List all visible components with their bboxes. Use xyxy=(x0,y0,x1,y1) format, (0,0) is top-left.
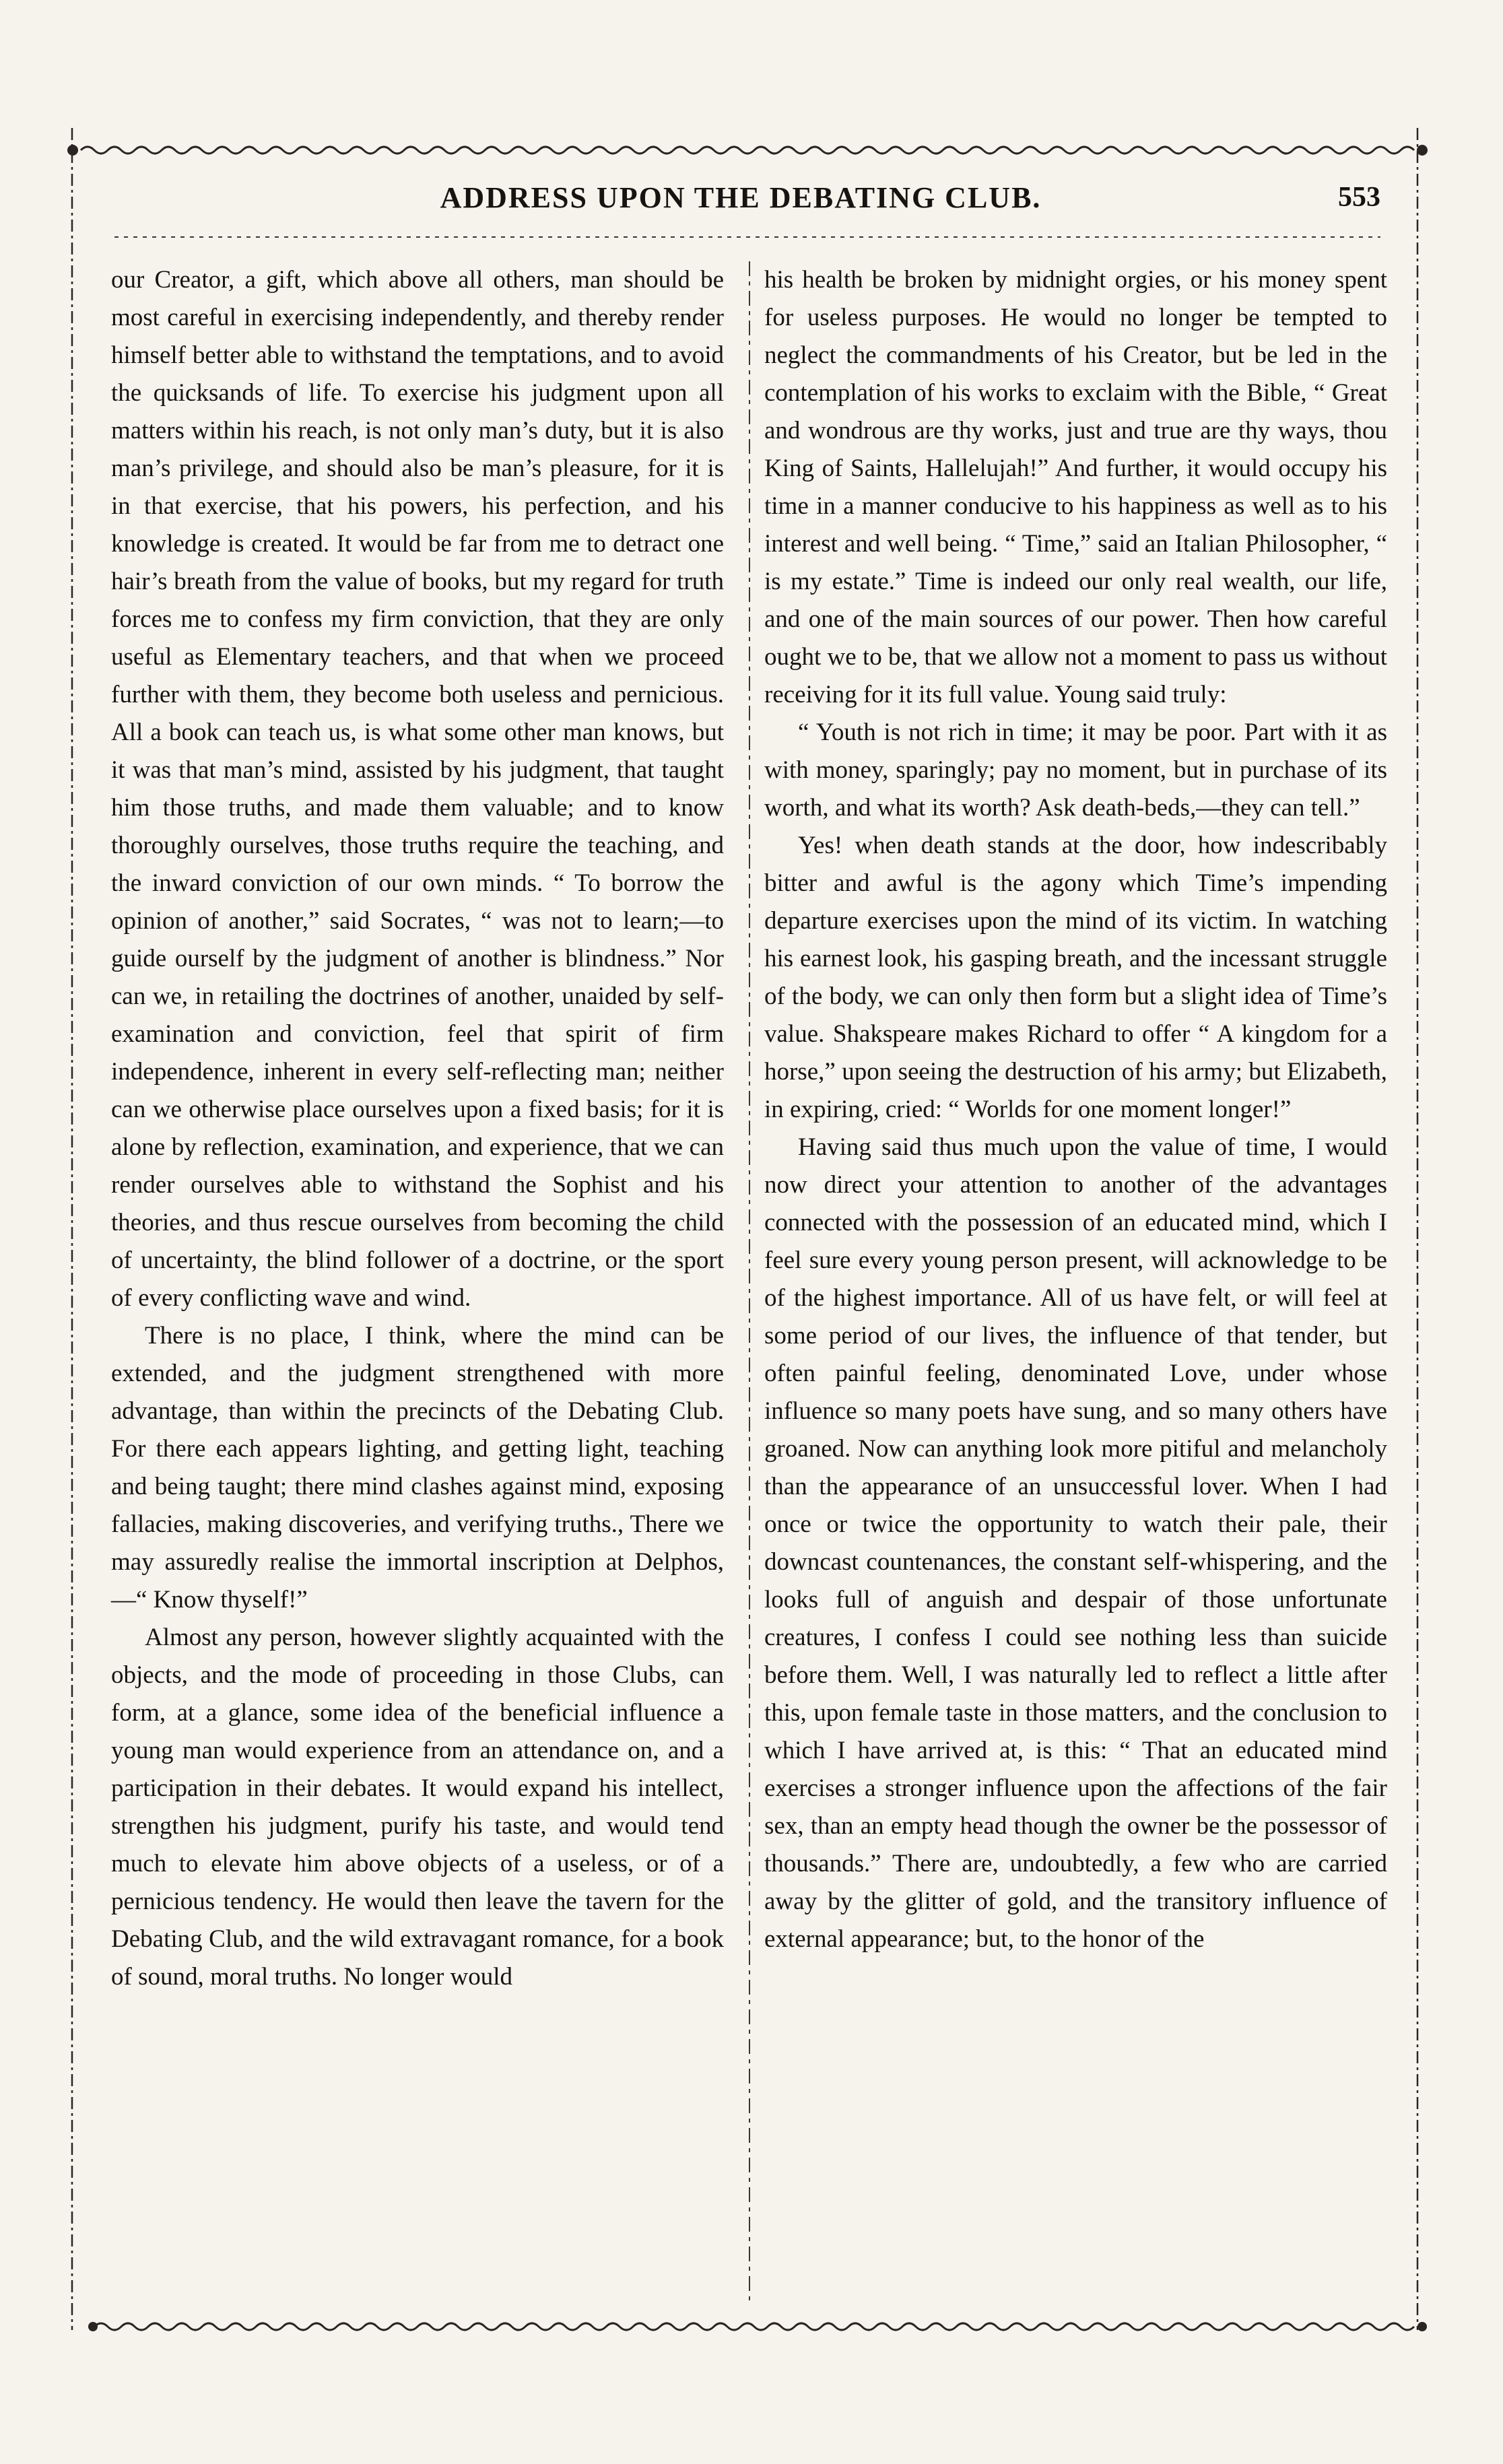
column-divider xyxy=(747,261,752,2302)
paragraph: our Creator, a gift, which above all others, man should be most careful in exercising independently, and thereby render himself better able to withstand the temptations, and to avoid the quicksands of life. To exercise his judgment upon all matters within his reach, is not only man’s duty, but it is also man’s privilege, and should also be man’s pleasure, for it is in that exercise, that his powers, his perfection, and his knowledge is created. It would be far from me to detract one hair’s breath from the value of books, but my regard for truth forces me to confess my firm conviction, that they are only useful as Elementary teachers, and that when we proceed further with them, they become both useless and pernicious. All a book can teach us, is what some other man knows, but it was that man’s mind, assisted by his judgment, that taught him those truths, and made them valuable; and to know thoroughly ourselves, those truths require the teaching, and the inward conviction of our own minds. “ To borrow the opinion of another,” said Socrates, “ was not to learn;—to guide ourself by the judgment of another is blindness.” Nor can we, in retailing the doctrines of another, unaided by self-examination and conviction, feel that spirit of firm independence, inherent in every self-reflecting man; neither can we otherwise place ourselves upon a fixed basis; for it is alone by reflection, examination, and experience, that we can render ourselves able to withstand the Sophist and his theories, and thus rescue ourselves from becoming the child of uncertainty, the blind follower of a doctrine, or the sport of every conflicting wave and wind. xyxy=(111,266,724,1312)
page-number: 553 xyxy=(1338,182,1380,213)
top-ornamental-rule xyxy=(0,138,1503,161)
bottom-ornamental-rule xyxy=(88,2317,1428,2337)
paragraph: Almost any person, however slightly acquainted with the objects, and the mode of proceeding in those Clubs, can form, at a glance, some idea of the beneficial influence a young man would experience from an attendance on, and a participation in their debates. It would expand his intellect, strengthen his judgment, purify his taste, and would tend much to elevate him above objects of a useless, or of a pernicious tendency. He would then leave the tavern for the Debating Club, and the wild extravagant romance, for a book of sound, moral truths. No longer would xyxy=(111,1624,724,1991)
left-ornamental-border xyxy=(67,128,77,2330)
right-column xyxy=(764,261,1387,2302)
quotation: “ Youth is not rich in time; it may be poor. Part with it as with money, sparingly; pay no moment, but in purchase of its worth, and what its worth? Ask death-beds,—they can tell.” xyxy=(764,719,1387,822)
paragraph: his health be broken by midnight orgies, or his money spent for useless purposes. He would no longer be tempted to neglect the commandments of his Creator, but be led in the contemplation of his works to exclaim with the Bible, “ Great and wondrous are thy works, just and true are thy ways, thou King of Saints, Hallelujah!” And further, it would occupy his time in a manner conducive to his happiness as well as to his interest and well being. “ Time,” said an Italian Philosopher, “ is my estate.” Time is indeed our only real wealth, our life, and one of the main sources of our power. Then how careful ought we to be, that we allow not a moment to pass us without receiving for it its full value. Young said truly: xyxy=(764,266,1387,708)
paragraph: There is no place, I think, where the mind can be extended, and the judgment strengthened with more advantage, than within the precincts of the Debating Club. For there each appears lighting, and getting light, teaching and being taught; there mind clashes against mind, exposing fallacies, making discoveries, and verifying truths., There we may assuredly realise the immortal inscription at Delphos,—“ Know thyself!” xyxy=(111,1322,724,1613)
paragraph: Having said thus much upon the value of time, I would now direct your attention to another of the advantages connected with the possession of an educated mind, which I feel sure every young person present, will acknowledge to be of the highest importance. All of us have felt, or will feel at some period of our lives, the influence of that tender, but often painful feeling, denominated Love, under whose influence so many poets have sung, and so many others have groaned. Now can anything look more pitiful and melancholy than the appearance of an unsuccessful lover. When I had once or twice the opportunity to watch their pale, their downcast countenances, the constant self-whispering, and the looks full of anguish and despair of those unfortunate creatures, I confess I could see nothing less than suicide before them. Well, I was naturally led to reflect a little after this, upon female taste in those matters, and the conclusion to which I have arrived at, is this: “ That an educated mind exercises a stronger influence upon the affections of the fair sex, than an empty head though the owner be the possessor of thousands.” There are, undoubtedly, a few who are carried away by the glitter of gold, and the transitory influence of external appearance; but, to the honor of the xyxy=(764,1133,1387,1953)
left-column xyxy=(111,261,724,2302)
right-ornamental-border xyxy=(1413,128,1422,2330)
running-header xyxy=(101,174,1380,221)
running-title: ADDRESS UPON THE DEBATING CLUB. xyxy=(440,180,1042,214)
paragraph: Yes! when death stands at the door, how indescribably bitter and awful is the agony which Time’s impending departure exercises upon the mind of its victim. In watching his earnest look, his gasping breath, and the incessant struggle of the body, we can only then form but a slight idea of Time’s value. Shakspeare makes Richard to offer “ A kingdom for a horse,” upon seeing the destruction of his army; but Elizabeth, in expiring, cried: “ Worlds for one moment longer!” xyxy=(764,832,1387,1123)
header-underline xyxy=(0,232,1503,242)
